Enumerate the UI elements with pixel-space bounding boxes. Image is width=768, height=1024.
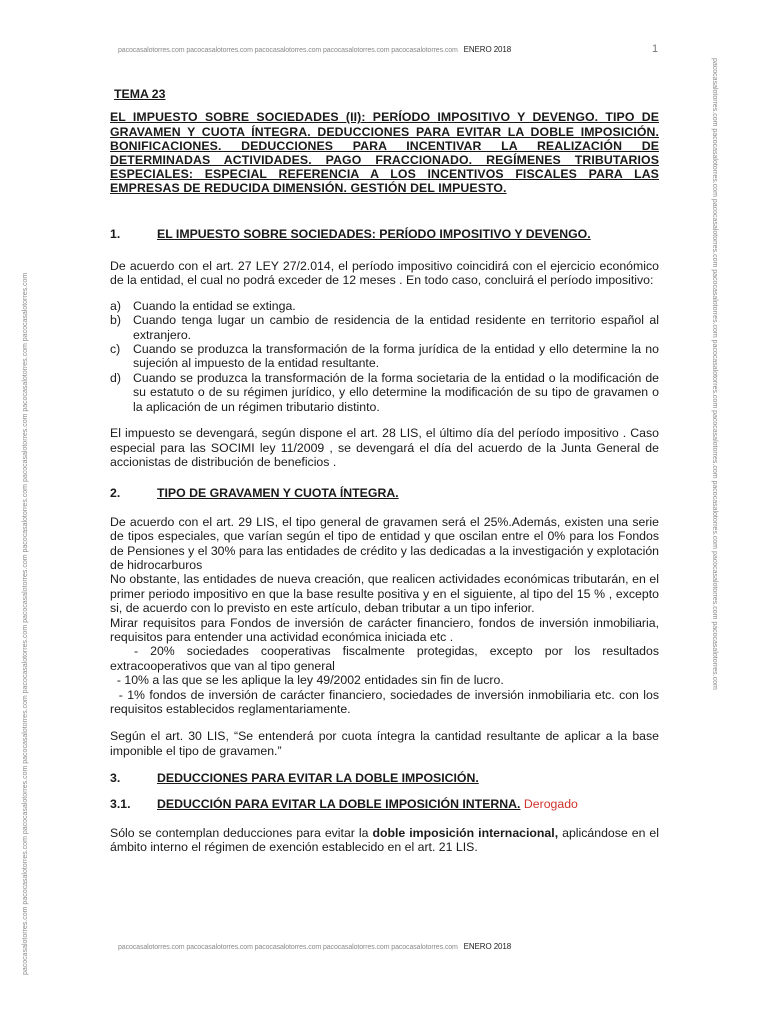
list-marker: d) [110, 370, 121, 385]
rate-item-1: - 1% fondos de inversión de carácter financiero, sociedades de inversión inmobiliaria etc. con los requisitos establecidos reglamentariamente. [110, 687, 663, 716]
list-text: Cuando se produzca la transformación de la forma societaria de la entidad o la modificación de su estatuto o de su régimen jurídico, y ello determine la modificación de su tipo de gravamen o la aplicación de un régimen tributario distinto. [133, 370, 659, 414]
page-footer [118, 942, 658, 951]
section-1-heading [110, 227, 659, 241]
header-date: ENERO 2018 [463, 45, 512, 54]
list-item [110, 371, 659, 414]
paragraph-text: aplicándose en el ámbito interno el régimen de exención establecido en el art. 21 LIS. [110, 826, 659, 855]
document-title: EL IMPUESTO SOBRE SOCIEDADES (II): PERÍODO IMPOSITIVO Y DEVENGO. TIPO DE GRAVAMEN Y CUOTA ÍNTEGRA. DEDUCCIONES PARA EVITAR LA DOBLE IMPOSICIÓN. BONIFICACIONES. DEDUCCIONES PARA INCENTIVAR LA REALIZACIÓN DE DETERMINADAS ACTIVIDADES. PAGO FRACCIONADO. REGÍMENES TRIBUTARIOS ESPECIALES: ESPECIAL REFERENCIA A LOS INCENTIVOS FISCALES PARA LAS EMPRESAS DE REDUCIDA DIMENSIÓN. GESTIÓN DEL IMPUESTO. [110, 110, 659, 196]
section-title: DEDUCCIONES PARA EVITAR LA DOBLE IMPOSICIÓN. [157, 771, 479, 786]
section-1-intro: De acuerdo con el art. 27 LEY 27/2.014, el período impositivo coincidirá con el ejercicio económico de la entidad, el cual no podrá exceder de 12 meses . En todo caso, concluirá el período impositivo: [110, 259, 659, 288]
section-title: TIPO DE GRAVAMEN Y CUOTA ÍNTEGRA. [157, 486, 399, 501]
section-title: EL IMPUESTO SOBRE SOCIEDADES: PERÍODO IMPOSITIVO Y DEVENGO. [157, 226, 591, 241]
section-3-heading [110, 771, 659, 785]
requirements-paragraph: Mirar requisitos para Fondos de inversión de carácter financiero, fondos de inversión inmobiliaria, requisitos para entender una actividad económica iniciada etc . [110, 615, 659, 644]
section-number: 3.1. [110, 796, 131, 811]
document-body [110, 87, 663, 855]
tax-rate-paragraph: De acuerdo con el art. 29 LIS, el tipo general de gravamen será el 25%.Además, existen una serie de tipos especiales, que varían según el tipo de entidad y que oscilan entre el 0% para los Fondos de Pensiones y el 30% para las entidades de crédito y las dedicadas a la investigación y explotación de hidrocarburos [110, 514, 659, 572]
list-item [110, 299, 659, 313]
list-item [110, 313, 659, 342]
section-number: 2. [110, 486, 121, 501]
status-label: Derogado [523, 796, 578, 811]
topic-label: TEMA 23 [114, 87, 166, 101]
list-text: Cuando la entidad se extinga. [133, 298, 296, 313]
section-2-heading [110, 486, 659, 500]
section-number: 3. [110, 771, 121, 786]
page-header [118, 45, 658, 54]
section-number: 1. [110, 226, 121, 241]
left-side-watermark: pacocasalotorres.com pacocasalotorres.com pacocasalotorres.com pacocasalotorres.com pacocasalotorres.com pacocasalotorres.com pacocasalotorres.com pacocasalotorres.com pacocasalotorres.com pacocasalotorres.com [22, 272, 29, 975]
devengo-paragraph: El impuesto se devengará, según dispone el art. 28 LIS, el último día del período impositivo . Caso especial para las SOCIMI ley 11/2009 , se devengará el día del acuerdo de la Junta General de accionistas de distribución de beneficios . [110, 426, 659, 469]
list-text: Cuando se produzca la transformación de la forma jurídica de la entidad y ello determine la no sujeción al impuesto de la entidad resultante. [133, 342, 659, 371]
list-item [110, 342, 659, 371]
rate-item-20: - 20% sociedades cooperativas fiscalmente protegidas, excepto por los resultados extracooperativos que van al tipo general [110, 644, 663, 673]
footer-date: ENERO 2018 [463, 942, 512, 951]
cuota-integra-paragraph: Según el art. 30 LIS, “Se entenderá por cuota íntegra la cantidad resultante de aplicar a la base imponible el tipo de gravamen.” [110, 729, 659, 758]
rate-item-10: - 10% a las que se les aplique la ley 49/2002 entidades sin fin de lucro. [110, 673, 504, 688]
header-watermark: pacocasalotorres.com pacocasalotorres.com pacocasalotorres.com pacocasalotorres.com pacocasalotorres.com [118, 47, 458, 54]
emphasis-text: doble imposición internacional, [372, 826, 559, 841]
right-side-watermark: pacocasalotorres.com pacocasalotorres.com pacocasalotorres.com pacocasalotorres.com pacocasalotorres.com pacocasalotorres.com pacocasalotorres.com pacocasalotorres.com pacocasalotorres.com [711, 58, 718, 690]
section-3-1-paragraph [110, 826, 659, 855]
list-marker: a) [110, 298, 121, 313]
conclusion-list [110, 299, 659, 414]
paragraph-text: Sólo se contemplan deducciones para evitar la [110, 826, 373, 841]
section-title: DEDUCCIÓN PARA EVITAR LA DOBLE IMPOSICIÓN INTERNA. [157, 796, 521, 811]
section-3-1-heading [110, 797, 659, 811]
list-marker: c) [110, 342, 121, 357]
list-marker: b) [110, 313, 121, 328]
list-text: Cuando tenga lugar un cambio de residencia de la entidad residente en territorio español al extranjero. [133, 313, 659, 342]
page-number: 1 [652, 43, 659, 55]
footer-watermark: pacocasalotorres.com pacocasalotorres.com pacocasalotorres.com pacocasalotorres.com pacocasalotorres.com [118, 944, 458, 951]
new-entities-paragraph: No obstante, las entidades de nueva creación, que realicen actividades económicas tributarán, en el primer periodo impositivo en que la base resulte positiva y en el siguiente, al tipo del 15 % , excepto si, de acuerdo con lo previsto en este artículo, deban tributar a un tipo inferior. [110, 572, 659, 616]
